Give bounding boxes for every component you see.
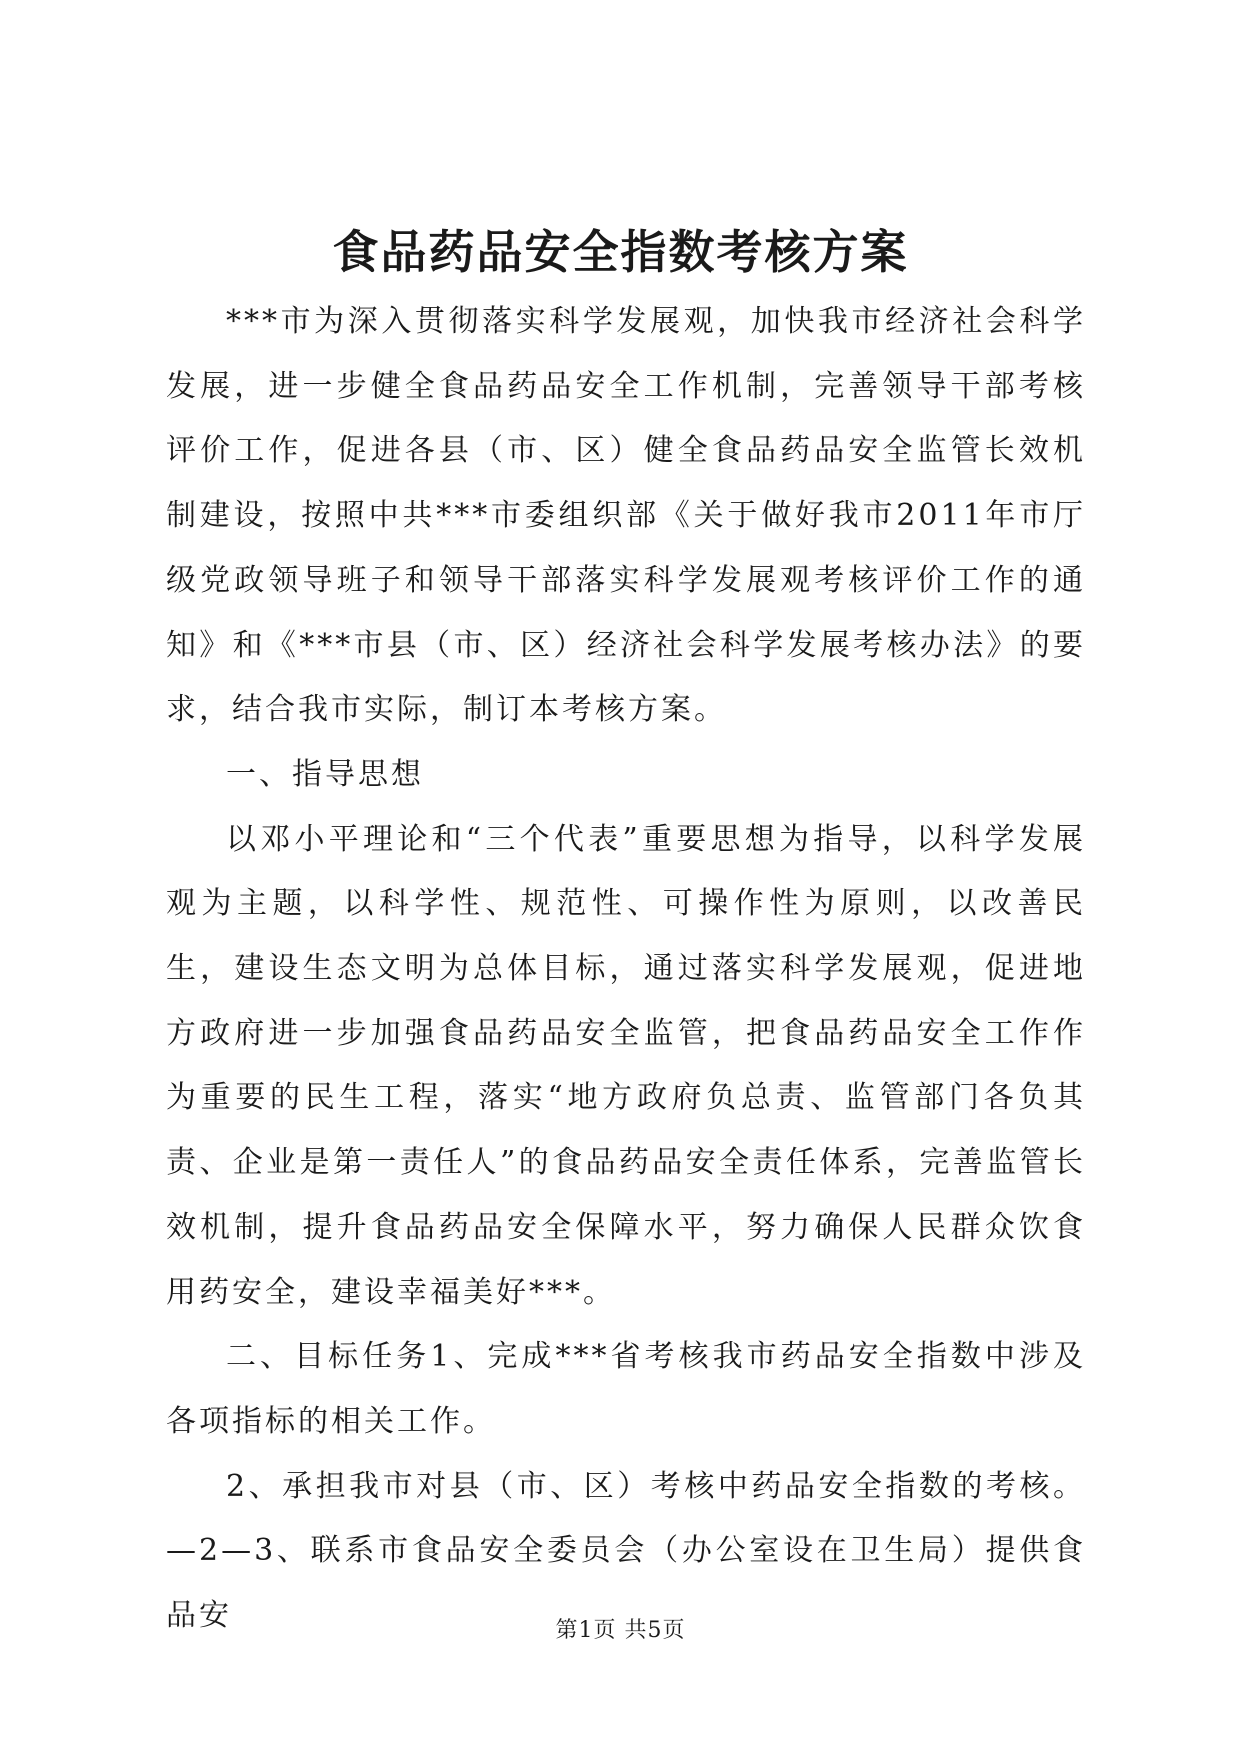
guiding-thought-paragraph: 以邓小平理论和“三个代表”重要思想为指导，以科学发展观为主题，以科学性、规范性、可操作性为原则，以改善民生，建设生态文明为总体目标，通过落实科学发展观，促进地方政府进一步加强食品药品安全监管，把食品药品安全工作作为重要的民生工程，落实“地方政府负总责、监管部门各负其责、企业是第一责任人”的食品药品安全责任体系，完善监管长效机制，提升食品药品安全保障水平，努力确保人民群众饮食用药安全，建设幸福美好***。 [166, 821, 1086, 1310]
document-title: 食品药品安全指数考核方案 [332, 225, 909, 279]
page-footer: 第1页 共5页 [555, 1618, 686, 1643]
objectives-paragraph: 二、目标任务1、完成***省考核我市药品安全指数中涉及各项指标的相关工作。 [166, 1339, 1086, 1439]
intro-paragraph: ***市为深入贯彻落实科学发展观，加快我市经济社会科学发展，进一步健全食品药品安全工作机制，完善领导干部考核评价工作，促进各县（市、区）健全食品药品安全监管长效机制建设，按照中共***市委组织部《关于做好我市2011年市厅级党政领导班子和领导干部落实科学发展观考核评价工作的通知》和《***市县（市、区）经济社会科学发展考核办法》的要求，结合我市实际，制订本考核方案。 [166, 304, 1086, 728]
document-body [166, 290, 1086, 1649]
objectives-item-2-paragraph: 2、承担我市对县（市、区）考核中药品安全指数的考核。—2—3、联系市食品安全委员会（办公室设在卫生局）提供食品安 [166, 1468, 1086, 1634]
section-heading-guiding-thought: 一、指导思想 [226, 756, 424, 792]
